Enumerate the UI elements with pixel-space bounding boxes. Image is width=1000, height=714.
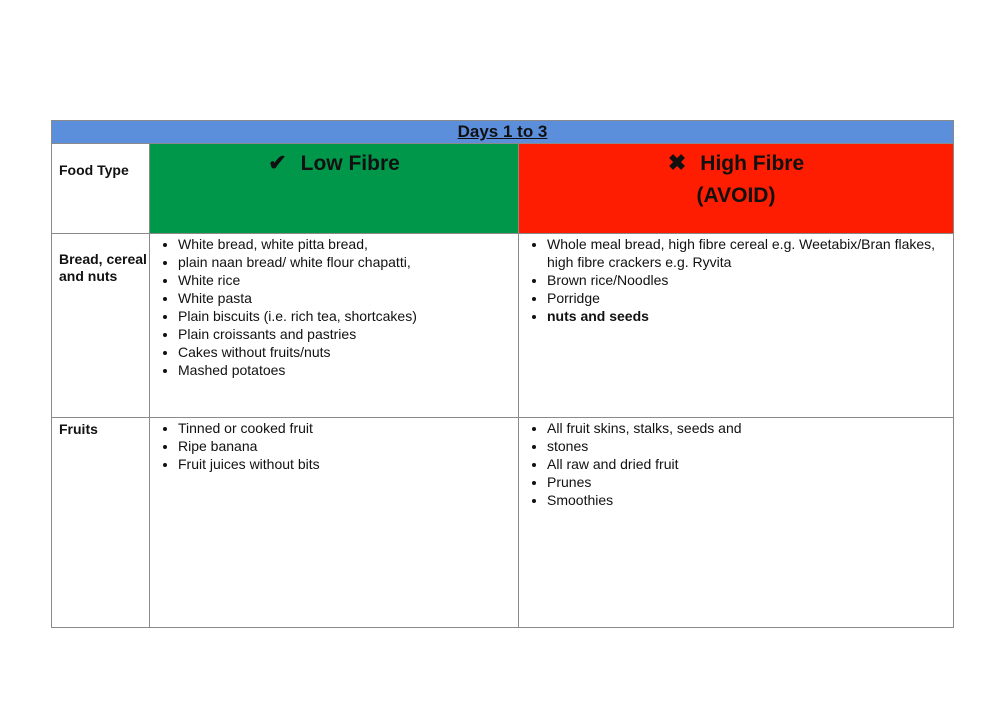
table-title-text: Days 1 to 3 [457, 122, 548, 141]
diet-table [51, 120, 954, 628]
high-fibre-header-label: High Fibre [700, 152, 805, 175]
list-item: • Prunes [547, 473, 945, 491]
category-cell [52, 234, 150, 418]
high-fibre-avoid-label: (AVOID) [696, 184, 776, 207]
cross-mark-icon: ✖ [667, 150, 687, 175]
list-item: • Fruit juices without bits [178, 455, 510, 473]
header-row [52, 144, 954, 234]
low-fibre-list [150, 234, 518, 379]
high-fibre-header [519, 144, 954, 234]
list-item: • plain naan bread/ white flour chapatti, [178, 253, 510, 271]
table-row-bread [52, 234, 954, 418]
list-item: • Porridge [547, 289, 945, 307]
list-item: • White rice [178, 271, 510, 289]
list-item: • White bread, white pitta bread, [178, 235, 510, 253]
title-row [52, 121, 954, 144]
high-fibre-cell [519, 234, 954, 418]
list-item: • Ripe banana [178, 437, 510, 455]
category-cell [52, 418, 150, 628]
low-fibre-list [150, 418, 518, 473]
list-item: • All fruit skins, stalks, seeds and [547, 419, 945, 437]
list-item: • Smoothies [547, 491, 945, 509]
category-label: Fruits [59, 421, 98, 437]
list-item: • Tinned or cooked fruit [178, 419, 510, 437]
table-title [52, 121, 954, 144]
low-fibre-cell [150, 418, 519, 628]
check-mark-icon: ✔ [268, 150, 287, 175]
table-row-fruits [52, 418, 954, 628]
list-item: • Mashed potatoes [178, 361, 510, 379]
high-fibre-list [519, 234, 953, 325]
list-item: • Brown rice/Noodles [547, 271, 945, 289]
food-type-header-label: Food Type [59, 162, 129, 178]
low-fibre-header [150, 144, 519, 234]
food-type-header [52, 144, 150, 234]
low-fibre-cell [150, 234, 519, 418]
list-item: • nuts and seeds [547, 307, 945, 325]
list-item: • All raw and dried fruit [547, 455, 945, 473]
high-fibre-cell [519, 418, 954, 628]
high-fibre-list [519, 418, 953, 509]
list-item: • Plain biscuits (i.e. rich tea, shortcakes) [178, 307, 510, 325]
list-item: • stones [547, 437, 945, 455]
list-item: • Plain croissants and pastries [178, 325, 510, 343]
low-fibre-header-label: Low Fibre [300, 152, 400, 175]
list-item: • Cakes without fruits/nuts [178, 343, 510, 361]
list-item: • Whole meal bread, high fibre cereal e.g. Weetabix/Bran flakes, high fibre crackers e.g. Ryvita [547, 235, 945, 271]
category-label: Bread, cereal and nuts [59, 251, 147, 284]
list-item: • White pasta [178, 289, 510, 307]
